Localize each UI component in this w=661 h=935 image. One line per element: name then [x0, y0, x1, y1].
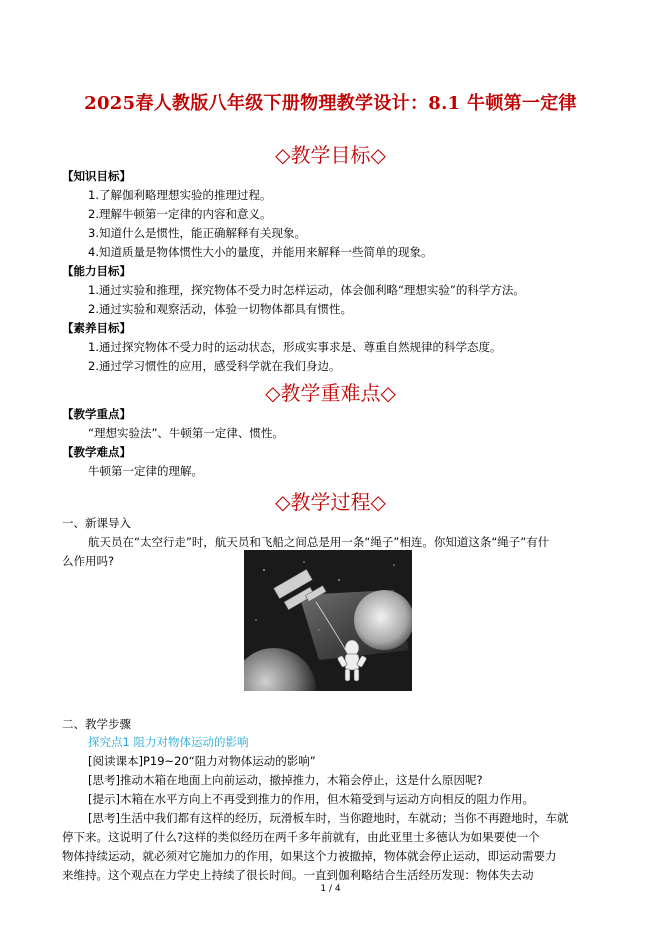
- section-heading-objectives: ◇教学目标◇: [275, 143, 386, 167]
- knowledge-objectives-tag: 【知识目标】: [62, 169, 131, 183]
- difficult-point-text: 牛顿第一定律的理解。: [88, 464, 203, 478]
- explore-point-heading: 探究点1 阻力对物体运动的影响: [88, 735, 249, 749]
- knowledge-item: 4.知道质量是物体惯性大小的量度，并能用来解释一些简单的现象。: [88, 245, 433, 259]
- intro-heading: 一、新课导入: [62, 516, 131, 530]
- document-title: 2025春人教版八年级下册物理教学设计：8.1 牛顿第一定律: [84, 93, 577, 114]
- knowledge-item: 1.了解伽利略理想实验的推理过程。: [88, 188, 272, 202]
- ability-item: 1.通过实验和推理，探究物体不受力时怎样运动，体会伽利略“理想实验”的科学方法。: [88, 283, 525, 297]
- ability-objectives-tag: 【能力目标】: [62, 264, 131, 278]
- astronaut-spacewalk-image: [244, 550, 412, 691]
- hint-text: [提示]木箱在水平方向上不再受到推力的作用，但木箱受到与运动方向相反的阻力作用。: [88, 792, 534, 806]
- difficult-point-tag: 【教学难点】: [62, 445, 131, 459]
- think-paragraph-line: 物体持续运动，就必须对它施加力的作用，如果这个力被撤掉，物体就会停止运动，即运动需要力: [62, 849, 557, 863]
- knowledge-item: 3.知道什么是惯性，能正确解释有关现象。: [88, 226, 306, 240]
- intro-text: 航天员在“太空行走”时，航天员和飞船之间总是用一条“绳子”相连。你知道这条“绳子”有什: [88, 535, 550, 549]
- ability-item: 2.通过实验和观察活动，体验一切物体都具有惯性。: [88, 302, 352, 316]
- literacy-objectives-tag: 【素养目标】: [62, 321, 131, 335]
- section-heading-process: ◇教学过程◇: [275, 490, 386, 514]
- page-number: 1 / 4: [320, 884, 341, 894]
- steps-heading: 二、教学步骤: [62, 717, 131, 731]
- literacy-item: 1.通过探究物体不受力时的运动状态，形成实事求是、尊重自然规律的科学态度。: [88, 340, 502, 354]
- intro-text: 么作用吗?: [62, 554, 115, 568]
- think-paragraph-line: 来维持。这个观点在力学史上持续了很长时间。一直到伽利略结合生活经历发现：物体失去动: [62, 868, 534, 882]
- section-heading-keypoints: ◇教学重难点◇: [265, 381, 396, 405]
- key-point-text: “理想实验法”、牛顿第一定律、惯性。: [88, 426, 284, 440]
- think-question: [思考]推动木箱在地面上向前运动，撤掉推力，木箱会停止，这是什么原因呢?: [88, 773, 483, 787]
- knowledge-item: 2.理解牛顿第一定律的内容和意义。: [88, 207, 272, 221]
- think-paragraph-line: 停下来。这说明了什么?这样的类似经历在两千多年前就有，由此亚里士多德认为如果要使一个: [62, 830, 540, 844]
- key-point-tag: 【教学重点】: [62, 407, 131, 421]
- literacy-item: 2.通过学习惯性的应用，感受科学就在我们身边。: [88, 359, 341, 373]
- reading-note: [阅读课本]P19~20“阻力对物体运动的影响”: [88, 754, 316, 768]
- think-paragraph-line: [思考]生活中我们都有这样的经历，玩滑板车时，当你蹬地时，车就动；当你不再蹬地时，车就: [88, 811, 569, 825]
